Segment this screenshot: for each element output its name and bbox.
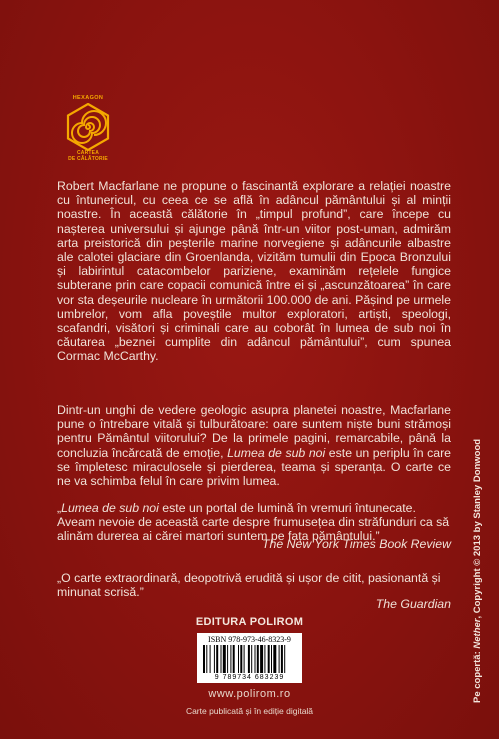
review-source-2: The Guardian	[375, 597, 451, 611]
paragraph2-book-title: Lumea de sub noi	[227, 445, 326, 460]
description-paragraph-2	[57, 403, 451, 488]
cover-credit	[472, 439, 483, 703]
logo-bottom-label	[57, 150, 119, 162]
barcode	[197, 633, 302, 683]
publisher-name: EDITURA POLIROM	[195, 616, 304, 628]
quote2-text: „O carte extraordinară, deopotrivă erudită și ușor de citit, pasionantă și minunat scrisă.”	[57, 571, 441, 600]
review-source-1: The New York Times Book Review	[262, 537, 451, 551]
logo-bottom-line2: DE CĂLĂTORIE	[68, 156, 108, 162]
barcode-number: 9 789734 683239	[214, 674, 285, 681]
paragraph2-text-a: Dintr-un unghi de vedere geologic asupra planetei noastre, Macfarlane pune o întrebare vitală și tulburătoare: oare suntem niște buni strămoși pentru Pământul viitorului? De la primele pagini, remarcabile, până la concluzia încărcată de emoție,	[57, 403, 451, 460]
digital-edition-note: Carte publicată și în ediție digitală	[185, 706, 314, 716]
credit-suffix: , Copyright © 2013 by Stanley Donwood	[472, 438, 483, 619]
spiral-hexagon-icon	[64, 103, 112, 151]
logo-bottom-line1: CARTEA	[76, 150, 100, 156]
credit-artwork-title: Nether	[472, 618, 483, 649]
description-paragraph-1: Robert Macfarlane ne propune o fascinantă explorare a relației noastre cu întunericul, cu ceea ce se află în adâncul pământului și al minții noastre. În această călătorie în „timpul profund”, care începe cu nașterea universului și ajunge până într-un viitor post-uman, admirăm arta preistorică din peșterile marine norvegiene și adâncurile albastre ale calotei glaciare din Groenlanda, vizităm tumulii din Epoca Bronzului și labirintul catacombelor pariziene, examinăm rețelele fungice subterane prin care copacii comunică între ei și „ascunzătoarea” în care vor sta deșeurile nucleare în următorii 100.000 de ani. Pășind pe urmele umbrelor, vom afla poveștile multor exploratori, artiști, speologi, scafandri, visători și criminali care au coborât în lumea de sub noi în căutarea „beznei cumplite din adâncul pământului”, cum spunea Cormac McCarthy.	[57, 179, 451, 364]
barcode-bars	[203, 645, 296, 673]
quote1-book-title: Lumea de sub noi	[61, 501, 159, 515]
paragraph2-text-b: este un periplu în care se împletesc miraculosele și pierderea, teama și speranța. O carte ce ne va schimba felul în care privim lumea.	[57, 445, 451, 489]
logo-top-label: HEXAGON	[72, 95, 104, 101]
isbn-text: ISBN 978-973-46-8323-9	[208, 635, 291, 644]
publisher-website: www.polirom.ro	[208, 688, 291, 700]
quote1-open-mark: „	[57, 501, 62, 515]
review-quote-2	[57, 571, 451, 599]
quote1-text: este un portal de lumină în vremuri întunecate. Aveam nevoie de această carte despre frumusețea din străfunduri ca să alinăm durerea ai cărei martori suntem pe fața pământului.”	[57, 501, 450, 544]
credit-prefix: Pe copertă:	[472, 648, 483, 703]
